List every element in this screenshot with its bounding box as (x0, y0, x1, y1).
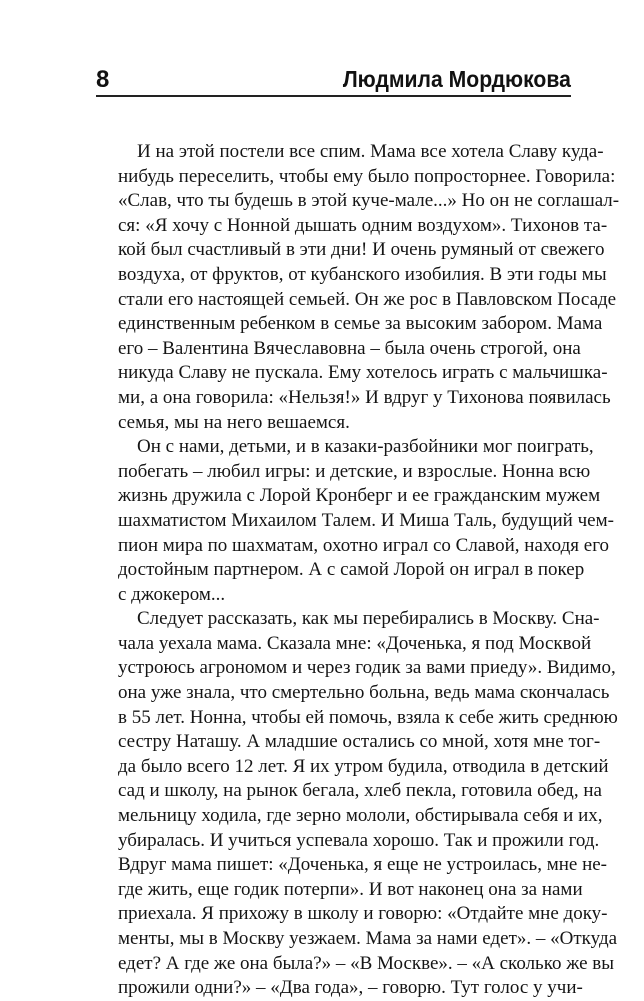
text-line: шахматистом Михаилом Талем. И Миша Таль, будущий чем- (118, 509, 614, 531)
text-line: нибудь переселить, чтобы ему было попросторнее. Говорила: (118, 165, 616, 187)
text-line: никуда Славу не пускала. Ему хотелось играть с мальчишка- (118, 362, 608, 384)
text-line: «Слав, что ты будешь в этой куче-мале...» Но он не соглашал- (118, 190, 620, 212)
paragraph (118, 607, 618, 1001)
text-line: жизнь дружила с Лорой Кронберг и ее гражданским мужем (118, 485, 601, 507)
page-number: 8 (96, 66, 110, 93)
text-line: воздуха, от фруктов, от кубанского изобилия. В эти годы мы (118, 263, 607, 285)
text-line: менты, мы в Москву уезжаем. Мама за нами едет». – «Откуда (118, 928, 618, 949)
paragraph (118, 435, 614, 607)
text-line: убиралась. И учиться успевала хорошо. Так и прожили год. (118, 829, 600, 851)
text-line: побегать – любил игры: и детские, и взрослые. Нонна всю (118, 460, 591, 482)
text-line: устроюсь агрономом и через годик за вами приеду». Видимо, (118, 657, 616, 679)
text-line: чала уехала мама. Сказала мне: «Доченька, я под Москвой (118, 632, 592, 654)
text-line: Вдруг мама пишет: «Доченька, я еще не устроилась, мне не- (118, 854, 607, 876)
text-line: прожили одни?» – «Два года», – говорю. Тут голос у учи- (118, 977, 583, 999)
text-line: кой был счастливый в эти дни! И очень румяный от свежего (118, 239, 605, 261)
text-line: едет? А где же она была?» – «В Москве». – «А сколько же вы (118, 952, 615, 974)
running-header (96, 62, 571, 94)
text-line: сестру Наташу. А младшие остались со мной, хотя мне тог- (118, 731, 601, 753)
text-line: мельницу ходила, где зерно мололи, обстирывала себя и их, (118, 805, 603, 827)
text-line: где жить, еще годик потерпи». И вот наконец она за нами (118, 878, 583, 900)
paragraph (118, 140, 620, 435)
text-line: ми, а она говорила: «Нельзя!» И вдруг у Тихонова появилась (118, 386, 611, 408)
text-line: И на этой постели все спим. Мама все хотела Славу куда- (137, 141, 604, 162)
text-line: ся: «Я хочу с Нонной дышать одним воздухом». Тихонов та- (118, 214, 608, 236)
text-line: сад и школу, на рынок бегала, хлеб пекла, готовила обед, на (118, 780, 602, 802)
text-line: стали его настоящей семьей. Он же рос в Павловском Посаде (118, 288, 617, 310)
text-line: Следует рассказать, как мы перебирались в Москву. Сна- (137, 608, 600, 630)
header-rule (96, 95, 571, 97)
text-line: единственным ребенком в семье за высоким забором. Мама (118, 313, 603, 335)
text-line: достойным партнером. А с самой Лорой он играл в покер (118, 559, 585, 581)
running-title: Людмила Мордюкова (342, 66, 571, 92)
text-line: она уже знала, что смертельно больна, ведь мама скончалась (118, 682, 610, 704)
text-line: да было всего 12 лет. Я их утром будила, отводила в детский (118, 755, 609, 777)
text-line: Он с нами, детьми, и в казаки-разбойники мог поиграть, (137, 436, 594, 458)
text-line: семья, мы на него вешаемся. (118, 411, 350, 433)
text-line: пион мира по шахматам, охотно играл со Славой, находя его (118, 534, 610, 556)
text-line: с джокером... (118, 583, 226, 605)
text-line: в 55 лет. Нонна, чтобы ей помочь, взяла к себе жить среднюю (118, 706, 618, 728)
text-line: его – Валентина Вячеславовна – была очень строгой, она (118, 337, 581, 359)
text-line: приехала. Я прихожу в школу и говорю: «Отдайте мне доку- (118, 903, 608, 925)
body-text (118, 140, 620, 1001)
